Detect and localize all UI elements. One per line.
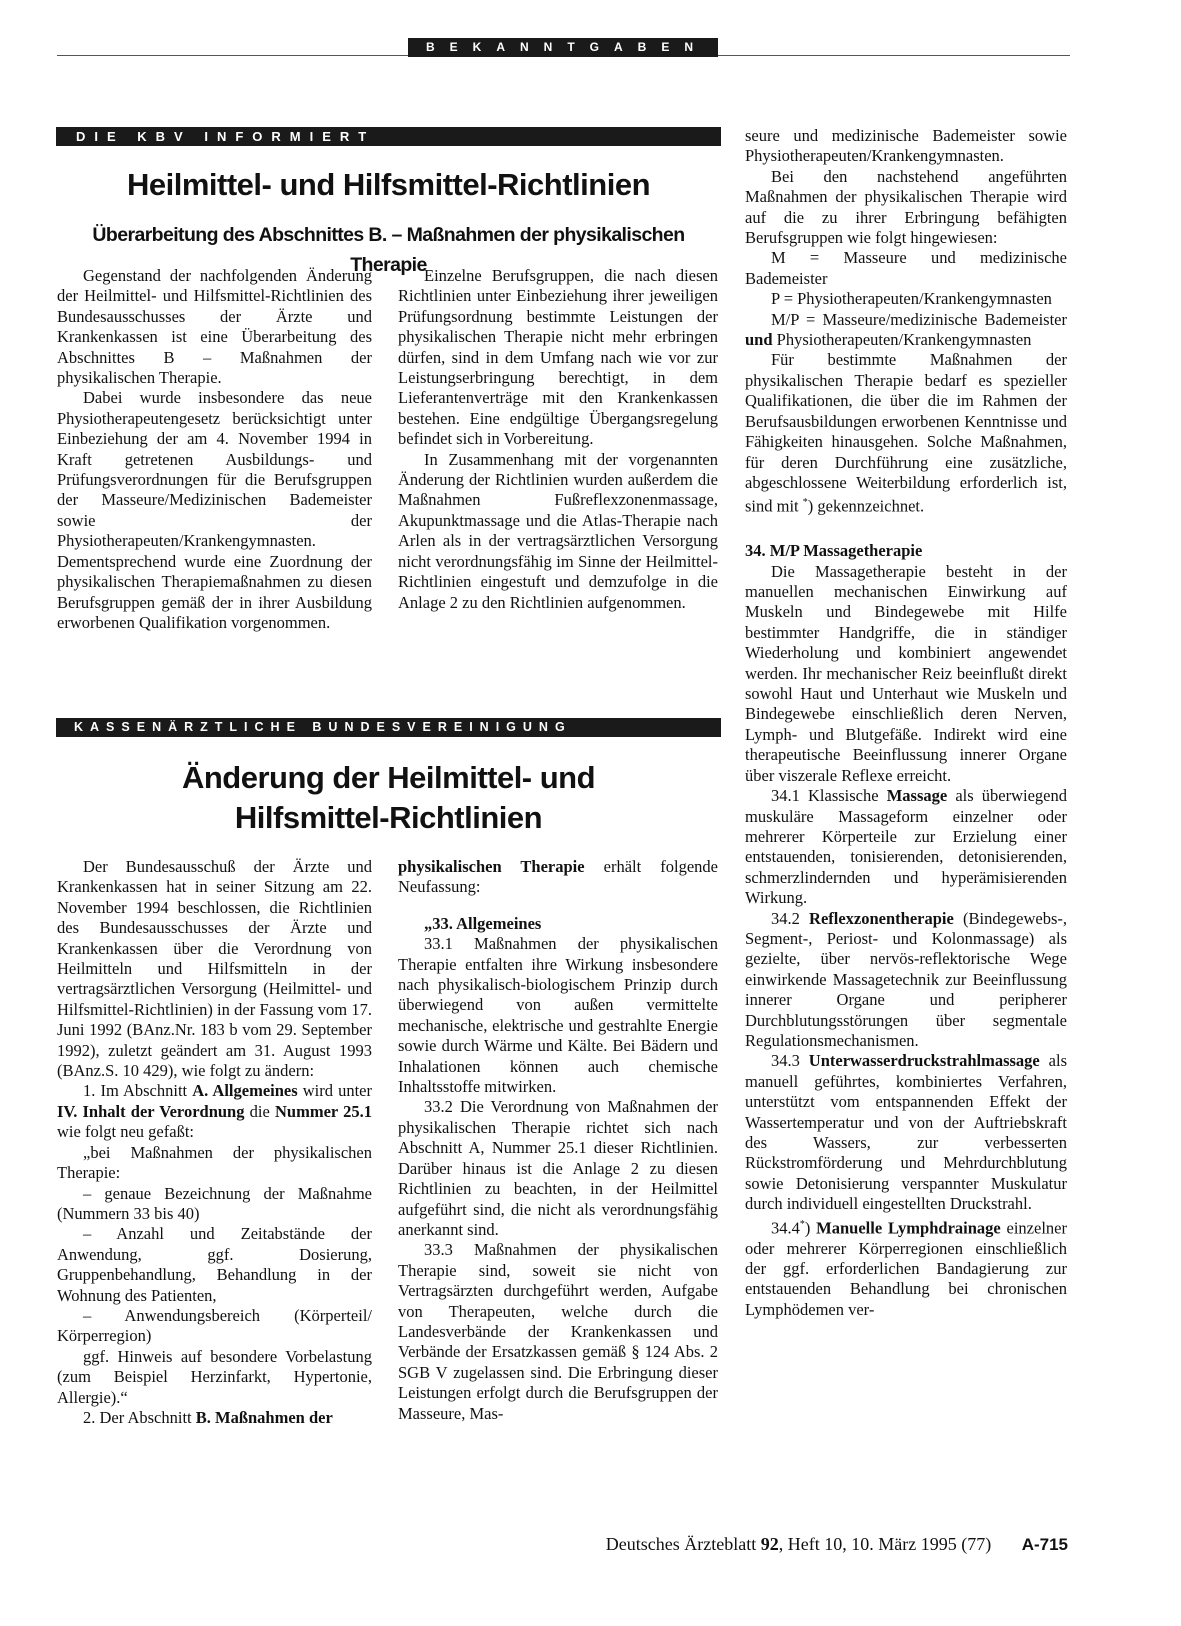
- footer-journal: Deutsches Ärzteblatt: [605, 1534, 761, 1554]
- list-item: – Anzahl und Zeitabstände der Anwendung, ggf. Dosierung, Gruppenbehandlung, Behandlung in der Wohnung des Patienten,: [57, 1224, 372, 1305]
- article2-banner: [56, 718, 721, 737]
- article2-banner-text: KASSENÄRZTLICHE BUNDESVEREINIGUNG: [74, 720, 572, 734]
- paragraph: 33.2 Die Verordnung von Maßnahmen der physikalischen Therapie richtet sich nach Abschnitt A, Nummer 25.1 dieser Richtlinien. Darüber hinaus ist die Anlage 2 zu diesen Richtlinien zu beachten, in der Heilmittel aufgeführt sind, die nicht als verordnungsfähig anerkannt sind.: [398, 1097, 718, 1239]
- paragraph: 33.3 Maßnahmen der physikalischen Therapie sind, soweit sie nicht von Vertragsärzten durchgeführt werden, Aufgabe von Therapeuten, welche durch die Landesverbände der Krankenkassen und Verbände der Ersatzkassen gemäß § 124 Abs. 2 SGB V zugelassen sind. Die Erbringung dieser Leistungen erfolgt durch die Berufsgruppen der Masseure, Mas-: [398, 1240, 718, 1423]
- paragraph: Für bestimmte Maßnahmen der physikalischen Therapie bedarf es spezieller Qualifikationen, die über die im Rahmen der Berufsausbildungen erworbenen Kenntnisse und Fähigkeiten hinausgehen. Solche Maßnahmen, für deren Durchführung eine zusätzliche, abgeschlossene Weiterbildung erforderlich ist, sind mit *) gekennzeichnet.: [745, 350, 1067, 516]
- article1-subtitle: Überarbeitung des Abschnittes B. – Maßnahmen der physikalischen Therapie: [92, 224, 685, 276]
- list-item: M = Masseure und medizinische Bademeister: [745, 248, 1067, 288]
- article1-banner: [56, 127, 721, 146]
- section-heading: „33. Allgemeines: [424, 913, 542, 933]
- article2-column-2: [398, 857, 718, 1424]
- list-item: – Anwendungsbereich (Körperteil/ Körperregion): [57, 1305, 372, 1346]
- list-item: M/P = Masseure/medizinische Bademeister und Physiotherapeuten/Krankengymnasten: [745, 309, 1067, 350]
- paragraph: Der Bundesausschuß der Ärzte und Krankenkassen hat in seiner Sitzung am 22. November 1994 beschlossen, die Richtlinien des Bundesausschusses der Ärzte und Krankenkassen über die Verordnung von Heilmitteln und Hilfsmitteln in der vertragsärztlichen Versorgung (Heilmittel- und Hilfsmittel-Richtlinien) in der Fassung vom 17. Juni 1992 (BAnz.Nr. 183 b vom 29. September 1992), zuletzt geändert am 31. August 1993 (BAnz.S. 10 429), wie folgt zu ändern:: [57, 857, 372, 1081]
- paragraph: Die Massagetherapie besteht in der manuellen mechanischen Einwirkung auf Muskeln und Bindegewebe mit Hilfe bestimmter Handgriffe, die in ständiger Wiederholung und kombiniert angewendet werden. Ihr mechanischer Reiz beeinflußt direkt sowohl Haut und Unterhaut wie Muskeln und Bindegewebe einschließlich deren Nerven, Lymph- und Blutgefäße. Indirekt wird eine therapeutische Beeinflussung innerer Organe über viszerale Reflexe erreicht.: [745, 561, 1067, 785]
- paragraph: 33.1 Maßnahmen der physikalischen Therapie entfalten ihre Wirkung insbesondere nach physikalisch-biologischem Prinzip durch überwiegend von außen vermittelte mechanische, elektrische und gestrahlte Energie sowie durch Wärme und Kälte. Bei Bädern und Inhalationen können auch chemische Inhaltsstoffe mitwirken.: [398, 934, 718, 1097]
- paragraph: Dabei wurde insbesondere das neue Physiotherapeutengesetz berücksichtigt unter Einbeziehung der am 4. November 1994 in Kraft getretenen Ausbildungs- und Prüfungsverordnungen für die Berufsgruppen der Masseure/Medizinischen Bademeister sowie der Physiotherapeuten/Krankengymnasten. Dementsprechend wurde eine Zuordnung der physikalischen Therapiemaßnahmen zu diesen Berufsgruppen gemäß der in ihrer Ausbildung erworbenen Qualifikation vorgenommen.: [57, 388, 372, 632]
- article2-title: [56, 758, 721, 838]
- article1-column-2: [398, 266, 718, 613]
- article2-title-line-1: Änderung der Heilmittel- und: [181, 760, 596, 795]
- article1-banner-text: DIE KBV INFORMIERT: [76, 129, 376, 144]
- paragraph: „bei Maßnahmen der physikalischen Therapie:: [57, 1142, 372, 1183]
- section-banner: [408, 38, 718, 57]
- footer-page-number: A-715: [1021, 1535, 1068, 1554]
- paragraph: Gegenstand der nachfolgenden Änderung der Heilmittel- und Hilfsmittel-Richtlinien des Bundesausschusses der Ärzte und Krankenkassen ist eine Überarbeitung des Abschnittes B – Maßnahmen der physikalischen Therapie.: [57, 266, 372, 388]
- article1-column-1: [57, 266, 372, 633]
- list-item: P = Physiotherapeuten/Krankengymnasten: [771, 289, 1052, 309]
- paragraph: 2. Der Abschnitt B. Maßnahmen der: [83, 1407, 333, 1427]
- paragraph: Einzelne Berufsgruppen, die nach diesen Richtlinien unter Einbeziehung ihrer jeweiligen Prüfungsordnung bestimmte Leistungen der physikalischen Therapie nicht mehr erbringen dürfen, sind in dem Umfang nach wie vor zur Leistungserbringung berechtigt, in dem Lieferantenverträge mit den Krankenkassen bestehen. Eine endgültige Übergangsregelung befindet sich in Vorbereitung.: [398, 266, 718, 449]
- paragraph: Bei den nachstehend angeführten Maßnahmen der physikalischen Therapie wird auf die zu ihrer Erbringung befähigten Berufsgruppen wie folgt hingewiesen:: [745, 166, 1067, 248]
- list-item: – genaue Bezeichnung der Maßnahme (Nummern 33 bis 40): [57, 1183, 372, 1223]
- paragraph: 34.1 Klassische Massage als überwiegend muskuläre Massageform einzelner oder mehrerer Körperteile zur Erzielung einer entstauenden, tonisierenden, detonisierenden, schmerzlindernden und hyperämisierenden Wirkung.: [745, 786, 1067, 908]
- article2-column-1: [57, 857, 372, 1428]
- section-banner-text: BEKANNTGABEN: [426, 40, 708, 54]
- paragraph: In Zusammenhang mit der vorgenannten Änderung der Richtlinien wurden außerdem die Maßnahmen Fußreflexzonenmassage, Akupunktmassage und die Atlas-Therapie nach Arlen als in der vertragsärztlichen Versorgung nicht verordnungsfähig im Sinne der Heilmittel-Richtlinien eingestuft und demzufolge in die Anlage 2 zu den Richtlinien aufgenommen.: [398, 449, 718, 612]
- footer-issue: , Heft 10, 10. März 1995 (77): [778, 1534, 992, 1554]
- section-heading: 34. M/P Massagetherapie: [745, 541, 923, 561]
- article2-title-line-2: Hilfsmittel-Richtlinien: [234, 800, 543, 835]
- page-footer: [500, 1532, 1068, 1557]
- paragraph: ggf. Hinweis auf besondere Vorbelastung (zum Beispiel Herzinfarkt, Hypertonie, Allergie).“: [57, 1346, 372, 1407]
- paragraph: seure und medizinische Bademeister sowie Physiotherapeuten/Krankengymnasten.: [745, 126, 1067, 166]
- article1-title: Heilmittel- und Hilfsmittel-Richtlinien: [126, 167, 650, 202]
- paragraph: 34.2 Reflexzonentherapie (Bindegewebs-, Segment-, Periost- und Kolonmassage) als gezielte, über nervös-reflektorische Wege einwirkende Massagetechnik zur Beeinflussung innerer Organe und peripherer Durchblutungsstörungen über segmentale Regulationsmechanismen.: [745, 908, 1067, 1050]
- paragraph: 1. Im Abschnitt A. Allgemeines wird unter IV. Inhalt der Verordnung die Nummer 25.1 wie folgt neu gefaßt:: [57, 1081, 372, 1142]
- paragraph: 34.3 Unterwasserdruckstrahlmassage als manuell geführtes, kombiniertes Verfahren, unterstützt vom entspannenden Effekt der Wassertemperatur und von der Auftriebskraft des Wassers, zur verbesserten Rückstromförderung und Mehrdurchblutung sowie Detonisierung verspannter Muskulatur durch individuell eingestellten Druckstrahl.: [745, 1051, 1067, 1214]
- right-column: [745, 126, 1067, 1320]
- paragraph: physikalischen Therapie erhält folgende Neufassung:: [398, 857, 718, 897]
- paragraph: 34.4*) Manuelle Lymphdrainage einzelner oder mehrerer Körperregionen einschließlich der ggf. erforderlichen Bandagierung zur entstauenden Behandlung bei chronischen Lymphödemen ver-: [745, 1218, 1067, 1319]
- footer-volume: 92: [760, 1534, 779, 1554]
